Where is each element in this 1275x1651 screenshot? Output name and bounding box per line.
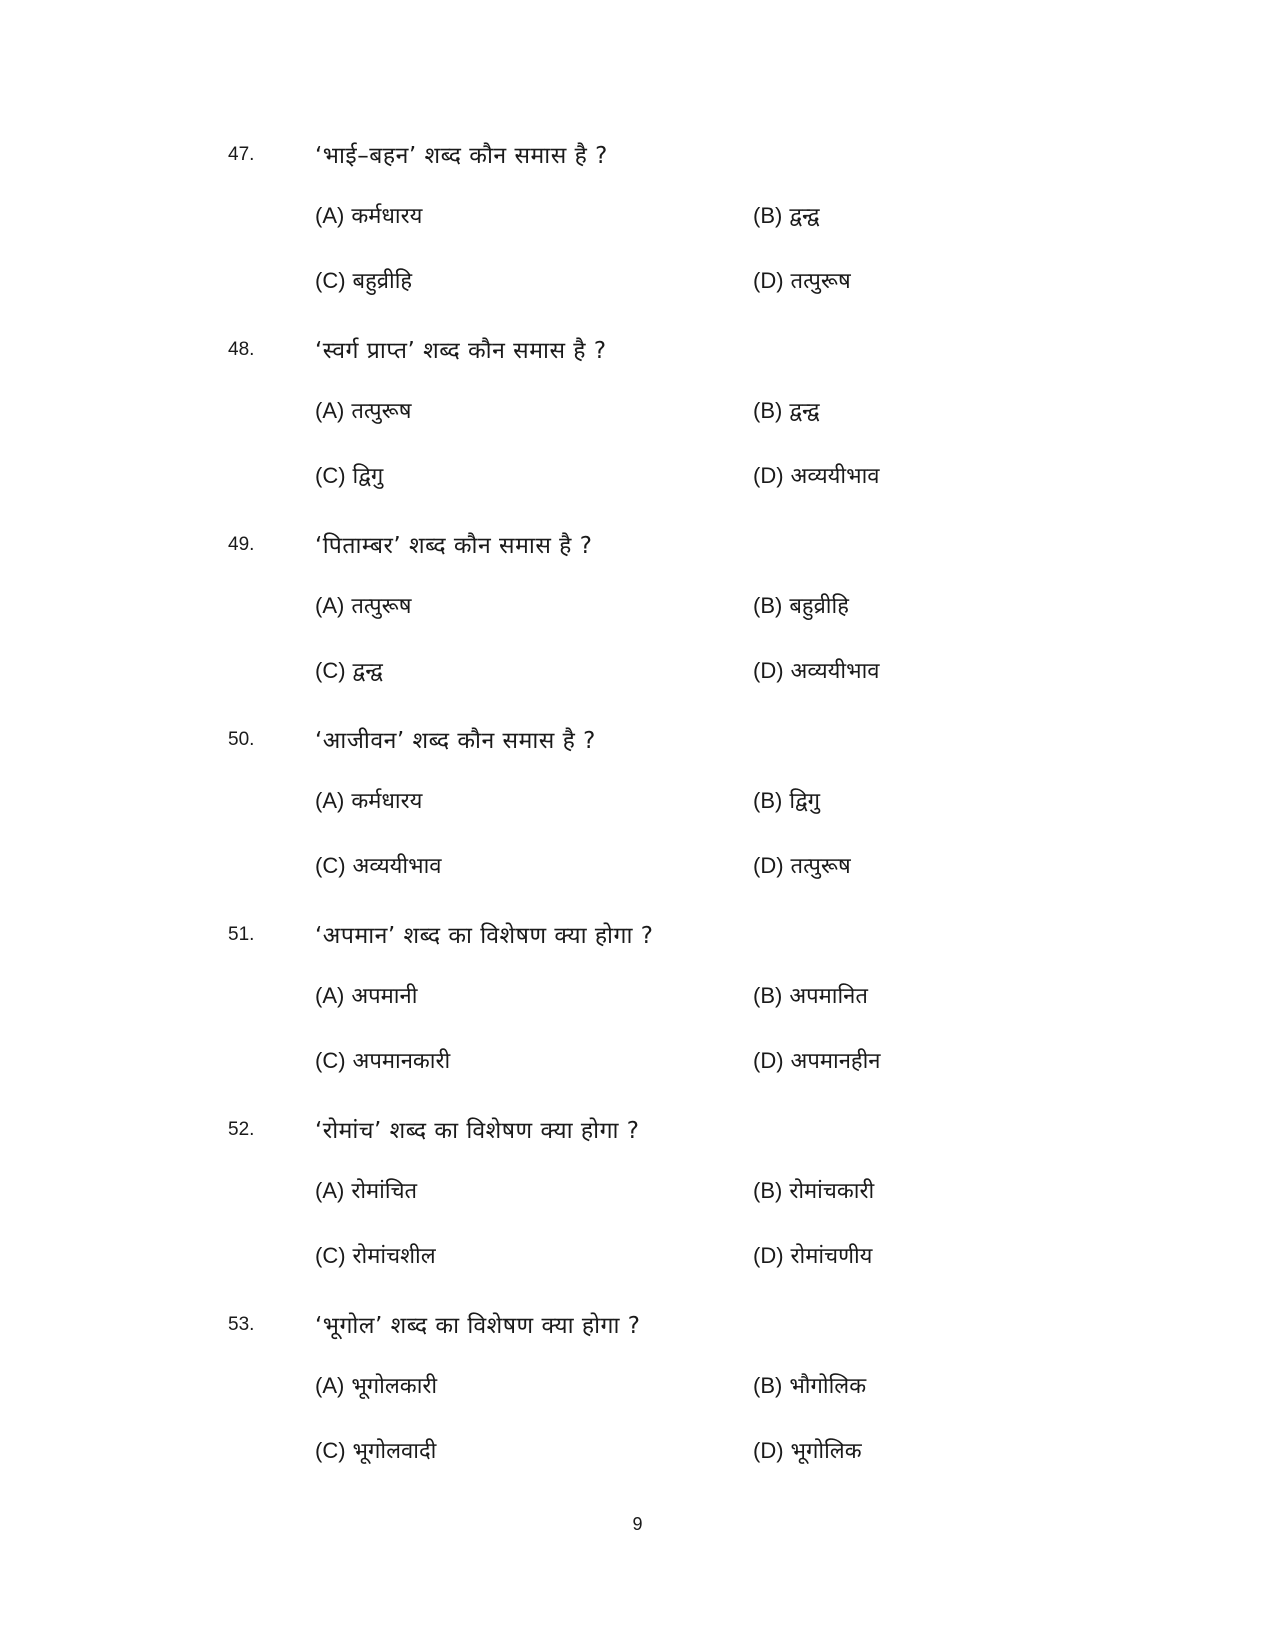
option-label: (B)	[753, 593, 783, 618]
question-number: 49.	[228, 534, 255, 555]
option-label: (A)	[315, 983, 345, 1008]
option-c	[315, 1240, 436, 1270]
option-text: तत्पुरूष	[790, 854, 851, 879]
option-text: बहुव्रीहि	[789, 594, 849, 619]
option-c	[315, 1045, 450, 1075]
option-text: भौगोलिक	[789, 1374, 867, 1399]
option-text: द्विगु	[789, 789, 821, 814]
option-label: (B)	[753, 1178, 783, 1203]
option-b	[753, 785, 820, 815]
question-49	[0, 528, 1275, 718]
option-d	[753, 265, 851, 295]
option-label: (A)	[315, 593, 345, 618]
page-number: 9	[632, 1514, 643, 1534]
question-51	[0, 918, 1275, 1108]
option-label: (A)	[315, 1178, 345, 1203]
option-label: (C)	[315, 463, 346, 488]
option-text: रोमांचित	[351, 1179, 418, 1204]
option-b	[753, 1370, 866, 1400]
option-text: रोमांचशील	[352, 1244, 436, 1269]
option-text: तत्पुरूष	[351, 399, 412, 424]
option-c	[315, 850, 442, 880]
option-a	[315, 785, 422, 815]
option-label: (B)	[753, 203, 783, 228]
option-d	[753, 1240, 872, 1270]
option-label: (A)	[315, 1373, 345, 1398]
option-b	[753, 200, 820, 230]
question-text: ‘रोमांच’ शब्द का विशेषण क्या होगा ?	[315, 1118, 640, 1144]
question-53	[0, 1308, 1275, 1498]
question-47	[0, 138, 1275, 328]
option-b	[753, 590, 849, 620]
option-label: (C)	[315, 853, 346, 878]
question-number: 51.	[228, 924, 255, 945]
option-text: द्वन्द्व	[789, 204, 820, 229]
option-c	[315, 460, 383, 490]
option-label: (D)	[753, 1048, 784, 1073]
option-a	[315, 980, 417, 1010]
option-a	[315, 1175, 417, 1205]
option-text: रोमांचकारी	[789, 1179, 875, 1204]
option-text: द्वन्द्व	[352, 659, 383, 684]
option-c	[315, 655, 383, 685]
option-label: (B)	[753, 983, 783, 1008]
option-text: भूगोलकारी	[351, 1374, 438, 1399]
option-label: (A)	[315, 203, 345, 228]
option-label: (D)	[753, 1243, 784, 1268]
option-label: (D)	[753, 268, 784, 293]
option-text: बहुव्रीहि	[352, 269, 413, 294]
question-number: 48.	[228, 339, 255, 360]
option-label: (C)	[315, 658, 346, 683]
question-number: 52.	[228, 1119, 255, 1140]
option-text: तत्पुरूष	[790, 269, 851, 294]
option-text: अव्ययीभाव	[790, 464, 880, 489]
question-text: ‘आजीवन’ शब्द कौन समास है ?	[315, 728, 596, 754]
option-d	[753, 1045, 881, 1075]
question-50	[0, 723, 1275, 913]
question-text: ‘अपमान’ शब्द का विशेषण क्या होगा ?	[315, 923, 654, 949]
option-a	[315, 200, 422, 230]
option-label: (A)	[315, 788, 345, 813]
option-b	[753, 1175, 874, 1205]
option-text: भूगोलवादी	[352, 1439, 437, 1464]
question-number: 53.	[228, 1314, 255, 1335]
option-label: (D)	[753, 463, 784, 488]
question-48	[0, 333, 1275, 523]
option-label: (B)	[753, 788, 783, 813]
option-d	[753, 460, 880, 490]
question-number: 47.	[228, 144, 255, 165]
option-label: (C)	[315, 1438, 346, 1463]
option-c	[315, 265, 412, 295]
option-d	[753, 1435, 862, 1465]
option-label: (C)	[315, 268, 346, 293]
question-text: ‘भूगोल’ शब्द का विशेषण क्या होगा ?	[315, 1313, 641, 1339]
option-text: कर्मधारय	[351, 204, 423, 229]
option-text: द्वन्द्व	[789, 399, 820, 424]
question-text: ‘स्वर्ग प्राप्त’ शब्द कौन समास है ?	[315, 338, 607, 364]
option-label: (B)	[753, 1373, 783, 1398]
option-a	[315, 590, 411, 620]
question-number: 50.	[228, 729, 255, 750]
option-text: तत्पुरूष	[351, 594, 412, 619]
question-text: ‘भाई–बहन’ शब्द कौन समास है ?	[315, 143, 608, 169]
option-text: कर्मधारय	[351, 789, 423, 814]
option-text: अव्ययीभाव	[352, 854, 442, 879]
option-label: (A)	[315, 398, 345, 423]
option-label: (D)	[753, 1438, 784, 1463]
option-label: (C)	[315, 1243, 346, 1268]
option-text: अपमानकारी	[352, 1049, 451, 1074]
option-text: भूगोलिक	[790, 1439, 862, 1464]
option-text: अपमानित	[789, 984, 868, 1009]
option-a	[315, 395, 411, 425]
option-d	[753, 850, 851, 880]
option-a	[315, 1370, 437, 1400]
option-label: (B)	[753, 398, 783, 423]
option-text: अपमानी	[351, 984, 418, 1009]
option-text: द्विगु	[352, 464, 384, 489]
option-b	[753, 395, 820, 425]
option-b	[753, 980, 868, 1010]
option-c	[315, 1435, 436, 1465]
option-d	[753, 655, 880, 685]
option-text: अव्ययीभाव	[790, 659, 880, 684]
option-text: रोमांचणीय	[790, 1244, 873, 1269]
option-text: अपमानहीन	[790, 1049, 881, 1074]
question-52	[0, 1113, 1275, 1303]
question-text: ‘पिताम्बर’ शब्द कौन समास है ?	[315, 533, 593, 559]
option-label: (C)	[315, 1048, 346, 1073]
option-label: (D)	[753, 658, 784, 683]
option-label: (D)	[753, 853, 784, 878]
